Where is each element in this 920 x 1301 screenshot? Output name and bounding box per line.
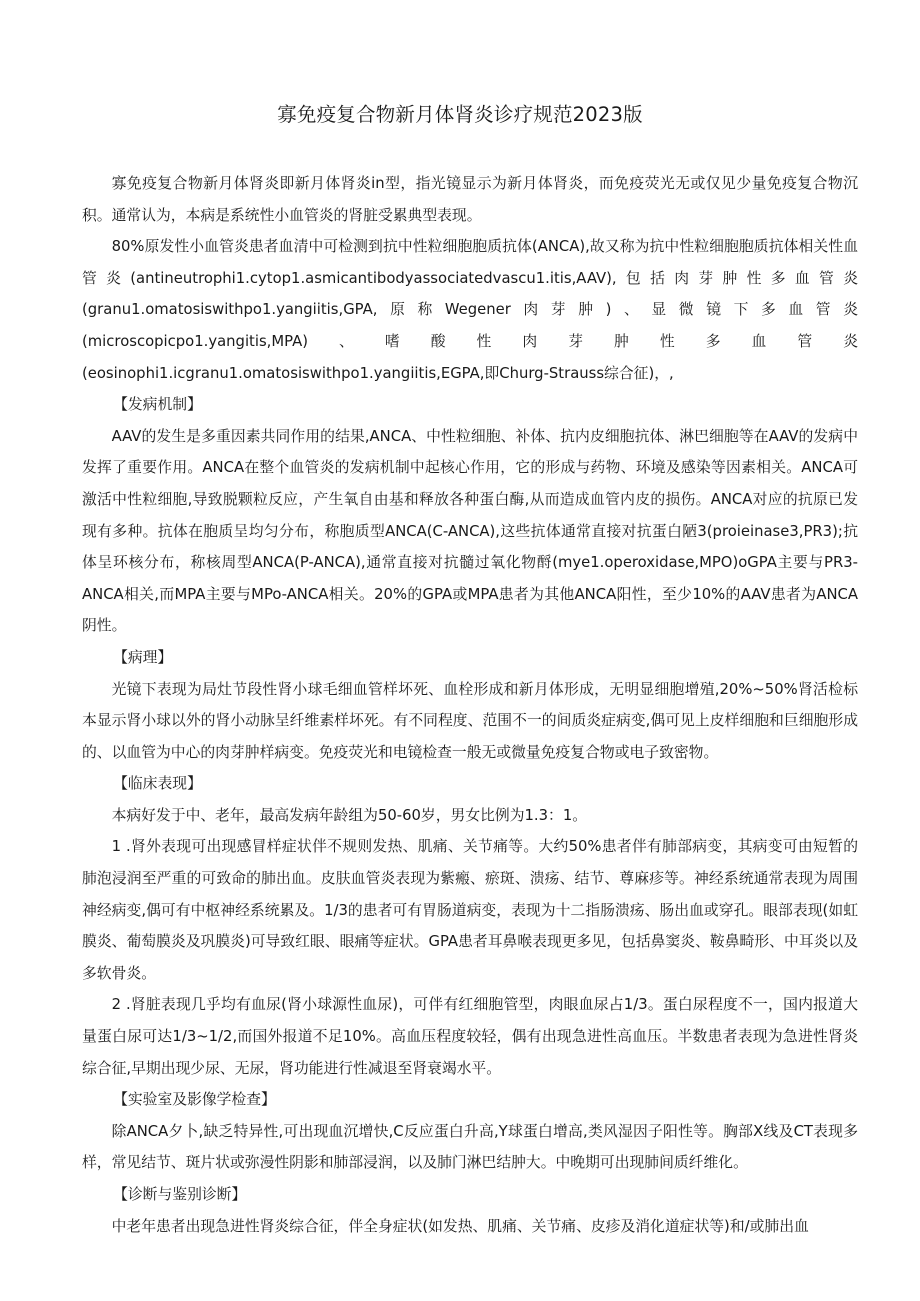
intro-paragraph: 寡免疫复合物新月体肾炎即新月体肾炎in型，指光镜显示为新月体肾炎，而免疫荧光无或仅见少量免疫复合物沉积。通常认为，本病是系统性小血管炎的肾脏受累典型表现。: [82, 175, 858, 224]
section-heading-pathology: 【病理】: [113, 648, 173, 666]
section-heading-pathogenesis: 【发病机制】: [113, 396, 202, 414]
diagnosis-paragraph: 中老年患者出现急进性肾炎综合征，伴全身症状(如发热、肌痛、关节痛、皮疹及消化道症状等)和/或肺出血: [111, 1217, 809, 1235]
document-body: [82, 168, 858, 1242]
clinical-paragraph-renal: 2 .肾脏表现几乎均有血尿(肾小球源性血尿)，可伴有红细胞管型，肉眼血尿占1/3。蛋白尿程度不一，国内报道大量蛋白尿可达1/3~1/2,而国外报道不足10%。高血压程度较轻，偶有出现急进性高血压。半数患者表现为急进性肾炎综合征,早期出现少尿、无尿，肾功能进行性减退至肾衰竭水平。: [82, 996, 858, 1077]
section-heading-diagnosis: 【诊断与鉴别诊断】: [113, 1186, 247, 1203]
lab-paragraph: 除ANCA夕卜,缺乏特异性,可出现血沉增快,C反应蛋白升高,Y球蛋白增高,类风湿因子阳性等。胸部X线及CT表现多样，常见结节、斑片状或弥漫性阴影和肺部浸润，以及肺门淋巴结肿大。中晚期可出现肺间质纤维化。: [82, 1122, 858, 1172]
anca-paragraph: 80%原发性小血管炎患者血清中可检测到抗中性粒细胞胞质抗体(ANCA),故又称为抗中性粒细胞胞质抗体相关性血管炎(antineutrophi1.cytop1.asmicantibodyassociatedvascu1.itis,AAV),包括肉芽肿性多血管炎(granu1.omatosiswithpo1.yangiitis,GPA,原称Wegener肉芽肿)、显微镜下多血管炎(microscopicpo1.yangitis,MPA)、嗜酸性肉芽肿性多血管炎(eosinophi1.icgranu1.omatosiswithpo1.yangiitis,EGPA,即Churg-Strauss综合征)，,: [82, 238, 858, 382]
section-heading-lab: 【实验室及影像学检查】: [113, 1091, 276, 1109]
clinical-paragraph-age: 本病好发于中、老年，最高发病年龄组为50-60岁，男女比例为1.3：1。: [111, 806, 588, 824]
clinical-paragraph-extrarenal: 1 .肾外表现可出现感冒样症状伴不规则发热、肌痛、关节痛等。大约50%患者伴有肺部病变，其病变可由短暂的肺泡浸润至严重的可致命的肺出血。皮肤血管炎表现为紫瘢、瘀斑、溃疡、结节、尊麻疹等。神经系统通常表现为周围神经病变,偶可有中枢神经系统累及。1/3的患者可有胃肠道病变，表现为十二指肠溃疡、肠出血或穿孔。眼部表现(如虹膜炎、葡萄膜炎及巩膜炎)可导致红眼、眼痛等症状。GPA患者耳鼻喉表现更多见，包括鼻窦炎、鞍鼻畸形、中耳炎以及多软骨炎。: [82, 838, 858, 982]
document-title: 寡免疫复合物新月体肾炎诊疗规范2023版: [277, 103, 643, 126]
section-heading-clinical: 【临床表现】: [113, 775, 202, 793]
pathogenesis-paragraph: AAV的发生是多重因素共同作用的结果,ANCA、中性粒细胞、补体、抗内皮细胞抗体、淋巴细胞等在AAV的发病中发挥了重要作用。ANCA在整个血管炎的发病机制中起核心作用，它的形成与药物、环境及感染等因素相关。ANCA可激活中性粒细胞,导致脱颗粒反应，产生氧自由基和释放各种蛋白酶,从而造成血管内皮的损伤。ANCA对应的抗原已发现有多种。抗体在胞质呈均匀分布，称胞质型ANCA(C-ANCA),这些抗体通常直接对抗蛋白陋3(proieinase3,PR3);抗体呈环核分布，称核周型ANCA(P-ANCA),通常直接对抗髓过氧化物酹(mye1.operoxidase,MPO)oGPA主要与PR3-ANCA相关,而MPA主要与MPo-ANCA相关。20%的GPA或MPA患者为其他ANCA阳性，至少10%的AAV患者为ANCA阴性。: [82, 427, 858, 635]
pathology-paragraph: 光镜下表现为局灶节段性肾小球毛细血管样坏死、血栓形成和新月体形成，无明显细胞增殖,20%~50%肾活检标本显示肾小球以外的肾小动脉呈纤维素样坏死。有不同程度、范围不一的间质炎症病变,偶可见上皮样细胞和巨细胞形成的、以血管为中心的肉芽肿样病变。免疫荧光和电镜检查一般无或微量免疫复合物或电子致密物。: [82, 680, 858, 761]
